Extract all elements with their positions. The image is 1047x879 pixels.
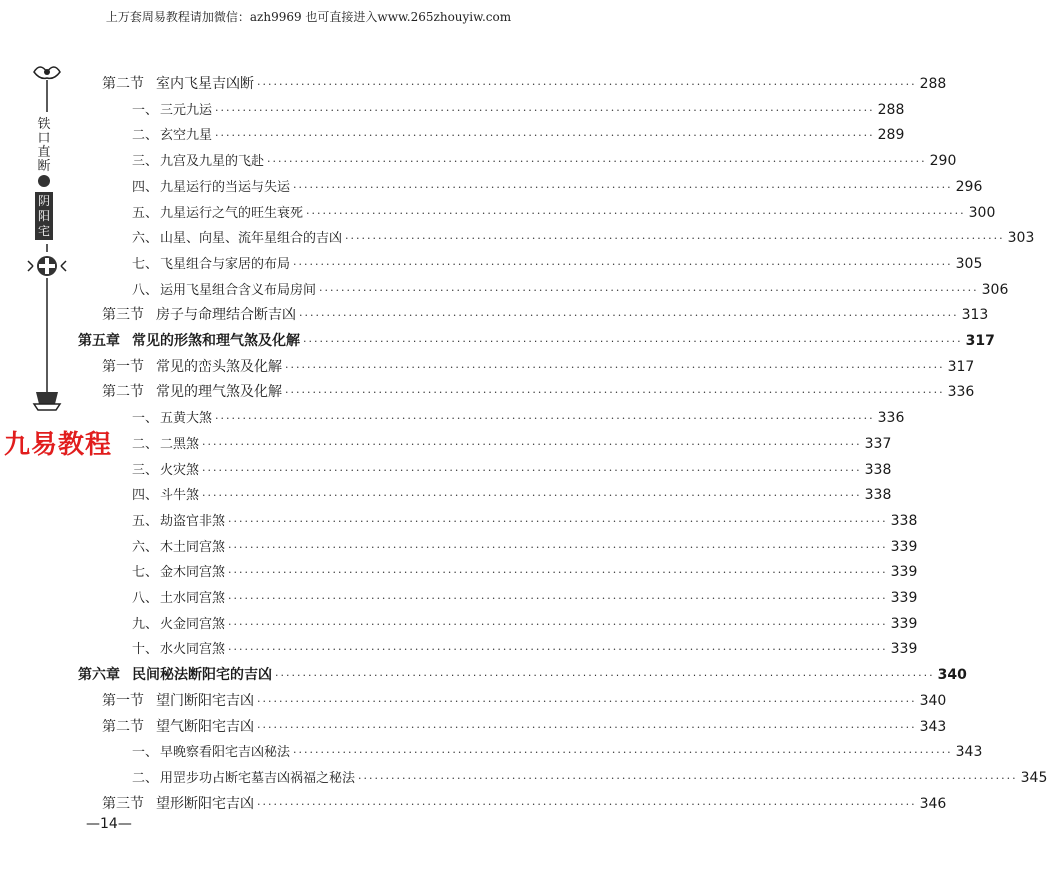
toc-entry-number: 一、 [132,102,159,118]
toc-leader-dots: ························································································································ [358,771,1018,785]
toc-entry-page: 338 [890,512,918,529]
toc-entry [132,98,905,122]
toc-entry-number: 三、 [132,154,159,170]
toc-entry-title: 九宫及九星的飞赴 [160,154,265,170]
toc-entry-number: 一、 [132,411,159,427]
toc-entry-page: 345 [1020,769,1047,786]
toc-entry-page: 288 [919,76,947,92]
toc-entry-page: 340 [919,692,947,709]
toc-leader-dots: ························································································································ [202,489,862,503]
toc-leader-dots: ························································································································ [303,335,963,348]
toc-entry-title: 五黄大煞 [160,411,213,427]
toc-entry-number: 八、 [132,282,159,298]
spine-title-char: 直 [37,145,51,160]
toc-entry-label [102,715,254,739]
toc-entry-title: 土水同宫煞 [160,591,226,606]
toc-entry-title: 三元九运 [160,102,213,118]
toc-entry [132,612,918,636]
toc-entry-label [132,176,290,200]
toc-entry-label [102,72,254,96]
toc-leader-dots: ························································································································ [228,617,888,631]
toc-leader-dots: ························································································································ [228,592,888,605]
toc-entry-title: 九星运行之气的旺生衰死 [160,205,304,221]
toc-entry-number: 五、 [132,205,159,221]
toc-entry-page: 337 [864,435,892,452]
toc-entry [132,175,983,199]
toc-entry [102,72,947,96]
toc-entry-page: 296 [955,178,983,195]
toc-entry [102,689,947,713]
toc-entry-page: 289 [877,127,905,144]
toc-entry-label [132,459,199,483]
toc-leader-dots: ························································································································ [202,437,862,451]
toc-entry-page: 303 [1007,230,1035,247]
toc-leader-dots: ························································································································ [293,746,953,760]
toc-entry-number: 七、 [132,565,159,581]
toc-entry-label [132,536,225,560]
toc-entry-number: 第六章 [78,667,120,684]
toc-entry-page: 290 [929,153,957,170]
toc-entry [132,509,918,533]
toc-entry-label [102,303,296,327]
toc-entry-label [132,253,290,277]
toc-entry [132,278,1009,302]
toc-leader-dots: ························································································································ [319,283,979,297]
toc-entry [132,432,892,456]
toc-entry-number: 八、 [132,591,159,606]
toc-entry [102,380,975,404]
toc-entry [132,740,983,764]
toc-entry-page: 339 [890,564,918,581]
toc-entry-label [78,663,272,687]
toc-leader-dots: ························································································································ [345,232,1005,246]
spine-title-char: 口 [37,131,51,146]
toc-entry-title: 运用飞星组合含义布局房间 [160,282,317,298]
toc-entry-title: 玄空九星 [160,128,213,144]
toc-entry-number: 二、 [132,128,159,144]
toc-entry [132,458,892,482]
toc-entry-label [132,561,225,585]
toc-entry-label [132,587,225,611]
toc-leader-dots: ························································································································ [257,720,917,734]
toc-entry-label [102,380,282,404]
toc-entry-label [102,792,254,816]
toc-entry [132,560,918,584]
toc-entry-title: 民间秘法断阳宅的吉凶 [132,667,272,684]
toc-entry-label [132,767,355,791]
toc-entry-title: 常见的峦头煞及化解 [156,358,282,375]
toc-entry-number: 第二节 [102,384,144,401]
toc-entry-page: 313 [961,307,989,324]
toc-entry-page: 340 [937,667,967,684]
toc-entry-label [132,99,212,123]
toc-entry-page: 300 [968,204,996,221]
toc-entry [132,586,918,610]
toc-entry [132,226,1035,250]
toc-entry [78,663,967,687]
toc-entry-label [132,510,225,534]
toc-entry-label [132,741,290,765]
spine-tag-char: 阴 [37,194,50,208]
toc-entry-title: 望形断阳宅吉凶 [156,795,254,812]
toc-entry [102,355,975,379]
toc-entry-number: 九、 [132,616,159,632]
spine-title-char: 铁 [37,117,51,132]
toc-entry-title: 常见的形煞和理气煞及化解 [132,333,300,349]
toc-entry-number: 五、 [132,513,159,529]
toc-entry [132,766,1047,790]
toc-entry-number: 二、 [132,770,159,786]
toc-leader-dots: ························································································································ [257,694,917,708]
spine-tag-char: 阳 [37,209,50,223]
toc-entry-page: 339 [890,538,918,555]
toc-entry-number: 第三节 [102,307,144,324]
toc-entry-title: 火金同宫煞 [160,616,226,632]
toc-entry-title: 常见的理气煞及化解 [156,384,282,401]
toc-entry-page: 317 [965,333,995,349]
toc-leader-dots: ························································································································ [293,180,953,194]
spine-ornament [24,62,70,422]
toc-entry-number: 第一节 [102,692,144,709]
toc-entry-number: 七、 [132,256,159,272]
toc-entry-number: 二、 [132,436,159,452]
toc-entry-page: 336 [877,410,905,427]
toc-entry-number: 三、 [132,462,159,478]
toc-entry-title: 房子与命理结合断吉凶 [156,307,296,324]
toc-entry [132,535,918,559]
spine-tag [35,192,53,240]
toc-entry-page: 305 [955,255,983,272]
toc-entry [132,252,983,276]
toc-entry-label [132,433,199,457]
toc-entry-label [132,202,303,226]
watermark-text: 上万套周易教程请加微信：azh9969 也可直接进入www.265zhouyiw.com [105,10,512,24]
toc-leader-dots: ························································································································ [257,797,917,811]
toc-entry-page: 336 [947,384,975,401]
toc-entry-title: 山星、向星、流年星组合的吉凶 [160,231,343,247]
toc-entry-page: 317 [947,358,975,375]
toc-entry-page: 339 [890,590,918,606]
toc-entry-number: 第二节 [102,718,144,735]
toc-entry [78,329,995,353]
toc-entry-number: 第一节 [102,358,144,375]
spine-title [36,118,52,174]
spine-dot-icon [38,175,50,187]
toc-entry-number: 四、 [132,488,159,504]
toc-entry-page: 338 [864,461,892,478]
toc-leader-dots: ························································································································ [228,514,888,528]
toc-entry [132,483,892,507]
toc-entry-title: 斗牛煞 [160,488,200,504]
toc-entry [102,715,947,739]
toc-entry-page: 346 [919,795,947,812]
toc-entry-page: 339 [890,615,918,632]
toc-entry-title: 飞星组合与家居的布局 [160,256,291,272]
toc-entry-title: 望气断阳宅吉凶 [156,718,254,735]
toc-leader-dots: ························································································································ [228,566,888,580]
toc-entry [132,149,957,173]
toc-leader-dots: ························································································································ [285,386,945,400]
toc-entry-label [132,638,225,662]
toc-leader-dots: ························································································································ [293,257,953,271]
toc-entry-label [102,355,282,379]
toc-leader-dots: ························································································································ [285,360,945,374]
toc-leader-dots: ························································································································ [228,643,888,657]
toc-entry-title: 劫盗官非煞 [160,513,226,529]
toc-leader-dots: ························································································································ [306,206,966,220]
toc-entry-page: 343 [919,718,947,735]
toc-entry-title: 木土同宫煞 [160,539,226,555]
brand-logo-text: 九易教程 [4,430,113,460]
toc-entry-title: 望门断阳宅吉凶 [156,692,254,709]
toc-leader-dots: ························································································································ [215,412,875,426]
toc-leader-dots: ························································································································ [267,155,927,169]
toc-entry-page: 339 [890,641,918,658]
toc-entry-page: 338 [864,487,892,504]
spine-tag-char: 宅 [37,224,50,238]
toc-leader-dots: ························································································································ [215,103,875,117]
toc-entry-label [132,150,264,174]
toc-entry-number: 第三节 [102,795,144,812]
toc-entry-label [132,227,342,251]
toc-entry-page: 343 [955,744,983,761]
toc-entry-title: 金木同宫煞 [160,565,226,581]
toc-entry-number: 六、 [132,231,159,247]
toc-entry-title: 早晚察看阳宅吉凶秘法 [160,745,291,761]
spine-title-char: 断 [37,159,51,174]
toc-entry-label [132,124,212,148]
toc-entry-label [102,689,254,713]
toc-entry-number: 六、 [132,539,159,555]
toc-entry-label [132,484,199,508]
toc-entry [132,201,996,225]
toc-entry-number: 十、 [132,642,159,658]
toc-entry-number: 第五章 [78,333,120,349]
toc-leader-dots: ························································································································ [257,78,917,91]
toc-entry-number: 一、 [132,745,159,761]
toc-leader-dots: ························································································································ [202,463,862,477]
toc-entry-number: 四、 [132,179,159,195]
toc-leader-dots: ························································································································ [228,540,888,554]
toc-entry-title: 火灾煞 [160,462,200,478]
toc-entry [132,637,918,661]
toc-entry-label [132,279,316,303]
toc-entry [102,303,989,327]
toc-leader-dots: ························································································································ [299,309,959,323]
toc-entry-label [132,613,225,637]
toc-entry-title: 二黑煞 [160,436,200,452]
toc-entry-title: 九星运行的当运与失运 [160,179,291,195]
toc-entry-page: 306 [981,281,1009,298]
page-number: —14— [86,816,132,832]
toc-entry-number: 第二节 [102,76,144,92]
toc-entry-title: 室内飞星吉凶断 [156,76,254,92]
toc-entry [132,406,905,430]
toc-leader-dots: ························································································································ [275,669,935,683]
toc-entry-title: 水火同宫煞 [160,642,226,658]
toc-entry-title: 用罡步功占断宅墓吉凶祸福之秘法 [160,770,356,786]
spine-ornament-icon [24,62,70,422]
toc-entry-page: 288 [877,101,905,118]
toc-leader-dots: ························································································································ [215,129,875,143]
toc-entry [102,792,947,816]
toc-entry [132,123,905,147]
toc-entry-label [132,407,212,431]
toc-entry-label [78,329,300,353]
